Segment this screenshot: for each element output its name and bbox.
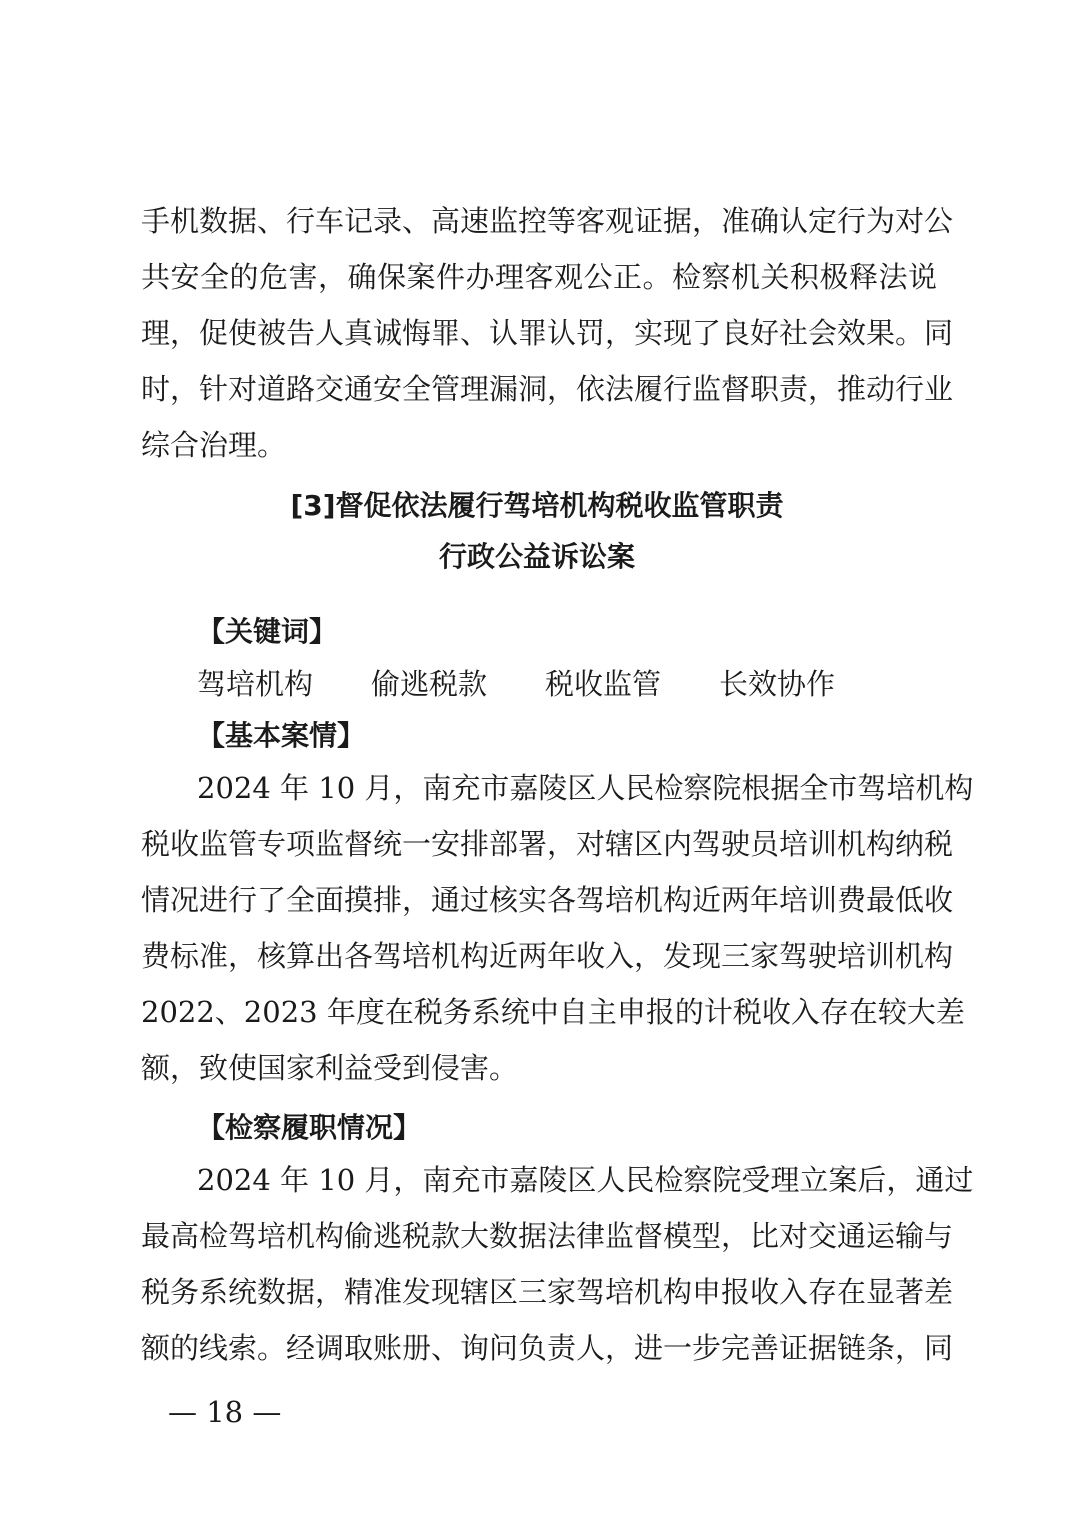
intro-line-3: 理，促使被告人真诚悔罪、认罪认罚，实现了良好社会效果。同 — [141, 316, 954, 350]
performance-heading: 【检察履职情况】 — [197, 1111, 422, 1144]
basic-facts-heading: 【基本案情】 — [197, 719, 366, 752]
case-title-line-1: [3]督促依法履行驾培机构税收监管职责 — [290, 489, 784, 522]
performance-line-2: 最高检驾培机构偷逃税款大数据法律监督模型，比对交通运输与 — [141, 1219, 954, 1253]
case-title-line-2: 行政公益诉讼案 — [438, 540, 635, 573]
keywords-heading: 【关键词】 — [197, 615, 338, 648]
intro-line-4: 时，针对道路交通安全管理漏洞，依法履行监督职责，推动行业 — [141, 372, 954, 406]
basic-facts-line-5: 2022、2023 年度在税务系统中自主申报的计税收入存在较大差 — [141, 995, 965, 1029]
keyword-item: 长效协作 — [719, 667, 836, 701]
intro-line-2: 共安全的危害，确保案件办理客观公正。检察机关积极释法说 — [141, 260, 937, 294]
keyword-item: 驾培机构 — [197, 667, 314, 701]
page-number: — 18 — — [168, 1395, 282, 1429]
keywords-list — [197, 664, 835, 704]
basic-facts-line-4: 费标准，核算出各驾培机构近两年收入，发现三家驾驶培训机构 — [141, 939, 954, 973]
intro-line-5: 综合治理。 — [141, 428, 287, 462]
basic-facts-line-1: 2024 年 10 月，南充市嘉陵区人民检察院根据全市驾培机构 — [197, 771, 974, 805]
basic-facts-line-2: 税收监管专项监督统一安排部署，对辖区内驾驶员培训机构纳税 — [141, 827, 954, 861]
performance-line-4: 额的线索。经调取账册、询问负责人，进一步完善证据链条，同 — [141, 1331, 954, 1365]
basic-facts-line-6: 额，致使国家利益受到侵害。 — [141, 1051, 519, 1085]
intro-line-1: 手机数据、行车记录、高速监控等客观证据，准确认定行为对公 — [141, 204, 954, 238]
keyword-item: 偷逃税款 — [371, 667, 488, 701]
keyword-item: 税收监管 — [545, 667, 662, 701]
basic-facts-line-3: 情况进行了全面摸排，通过核实各驾培机构近两年培训费最低收 — [141, 883, 954, 917]
performance-line-3: 税务系统数据，精准发现辖区三家驾培机构申报收入存在显著差 — [141, 1275, 954, 1309]
performance-line-1: 2024 年 10 月，南充市嘉陵区人民检察院受理立案后，通过 — [197, 1163, 974, 1197]
